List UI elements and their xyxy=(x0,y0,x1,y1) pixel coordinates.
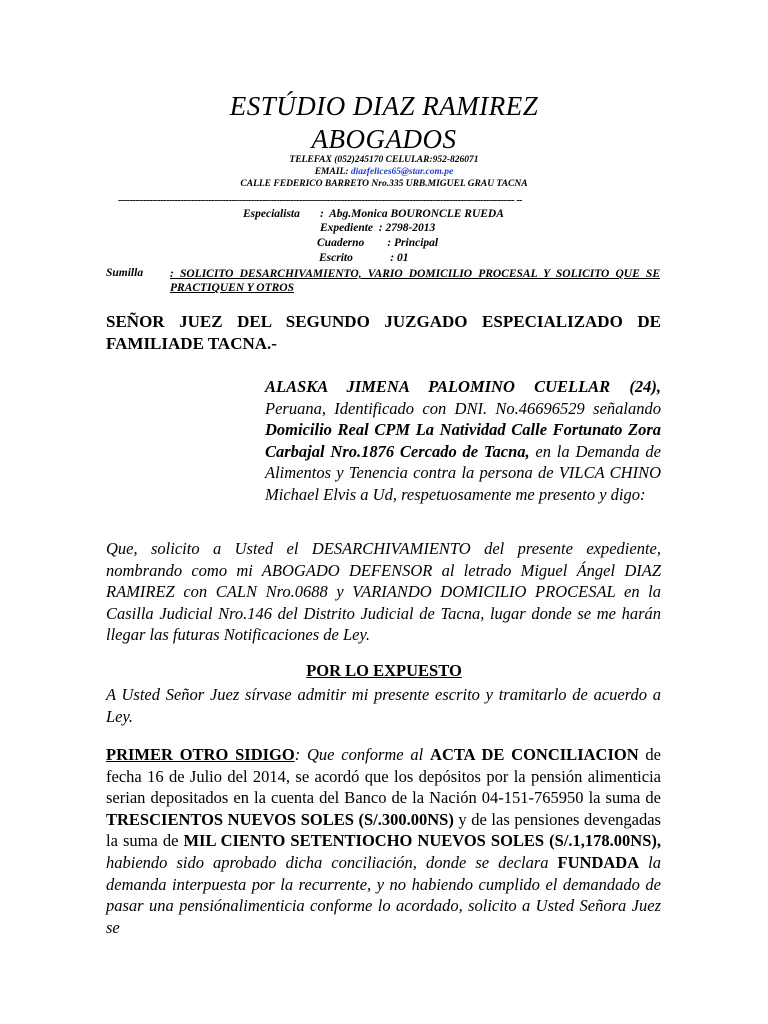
sumilla-text xyxy=(170,267,660,295)
pension-amount: TRESCIENTOS NUEVOS SOLES (S/.300.00NS) xyxy=(106,809,454,829)
expediente: Expediente : 2798-2013 xyxy=(320,222,436,234)
firm-address: CALLE FEDERICO BARRETO Nro.335 URB.MIGUEL GRAU TACNA xyxy=(240,179,528,189)
sumilla-text-content: : SOLICITO DESARCHIVAMIENTO, VARIO DOMICILIO PROCESAL Y SOLICITO QUE SE PRACTIQUEN Y OTROS xyxy=(170,268,660,294)
otrosi-text-3: y de las pensiones devengadas la suma de xyxy=(106,809,661,851)
sumilla-label: Sumilla xyxy=(106,267,144,279)
petition-paragraph: A Usted Señor Juez sírvase admitir mi presente escrito y tramitarlo de acuerdo a Ley. xyxy=(106,685,661,726)
otrosi-paragraph xyxy=(106,744,661,938)
otrosi-text-5: la demanda interpuesta por la recurrente, y no habiendo cumplido el demandado de pasar una pensiónalimenticia conforme lo acordado, solicito a Usted Señora Juez se xyxy=(106,852,661,937)
header-separator: -------------------------------------------------------------------------------------------------------------------------------------------- -- xyxy=(118,195,522,206)
intro-text-2: en la Demanda de Alimentos y Tenencia contra la persona de VILCA CHINO Michael Elvis a Ud, respetuosamente me presento y digo: xyxy=(265,441,661,504)
otrosi-text-2: de fecha 16 de Julio del 2014, se acordó que los depósitos por la pensión alimenticia serian depositados en la cuenta del Banco de la Nación 04-151-765950 la suma de xyxy=(106,745,661,808)
firm-phones: TELEFAX (052)245170 CELULAR:952-826071 xyxy=(289,155,479,165)
email-link[interactable]: diazfelices65@star.com.pe xyxy=(350,167,454,177)
devengadas-amount: MIL CIENTO SETENTIOCHO NUEVOS SOLES (S/.1,178.00NS), xyxy=(183,831,661,851)
addressee: SEÑOR JUEZ DEL SEGUNDO JUZGADO ESPECIALIZADO DE FAMILIADE TACNA.- xyxy=(106,312,661,353)
email-label: EMAIL: xyxy=(314,167,349,177)
especialista: Especialista : Abg.Monica BOURONCLE RUEDA xyxy=(243,208,504,220)
request-paragraph: Que, solicito a Usted el DESARCHIVAMIENTO del presente expediente, nombrando como mi ABOGADO DEFENSOR al letrado Miguel Ángel DIAZ RAMIREZ con CALN Nro.0688 y VARIANDO DOMICILIO PROCESAL en la Casilla Judicial Nro.146 del Distrito Judicial de Tacna, lugar donde se me harán llegar las futuras Notificaciones de Ley. xyxy=(106,539,661,645)
petitioner-name: ALASKA JIMENA PALOMINO CUELLAR (24), xyxy=(265,377,661,396)
cuaderno: Cuaderno : Principal xyxy=(317,237,439,249)
otrosi-text-4: habiendo sido aprobado dicha conciliación, donde se declara xyxy=(106,852,558,872)
otrosi-text-1: : Que conforme al xyxy=(294,745,431,764)
domicilio-real: Domicilio Real CPM La Natividad Calle Fortunato Zora Carbajal Nro.1876 Cercado de Tacna, xyxy=(265,420,661,461)
otrosi-label: PRIMER OTRO SIDIGO xyxy=(106,745,295,764)
intro-text-1: Peruana, Identificado con DNI. No.46696529 señalando xyxy=(265,398,661,418)
escrito: Escrito : 01 xyxy=(319,252,409,264)
firm-name: ESTÚDIO DIAZ RAMIREZ xyxy=(229,91,539,121)
firm-subtitle: ABOGADOS xyxy=(311,124,457,154)
fundada-word: FUNDADA xyxy=(557,852,640,872)
firm-email-line xyxy=(0,167,768,177)
por-lo-expuesto-heading: POR LO EXPUESTO xyxy=(306,661,462,680)
intro-paragraph xyxy=(265,376,661,506)
acta-conciliacion: ACTA DE CONCILIACION xyxy=(430,745,639,764)
